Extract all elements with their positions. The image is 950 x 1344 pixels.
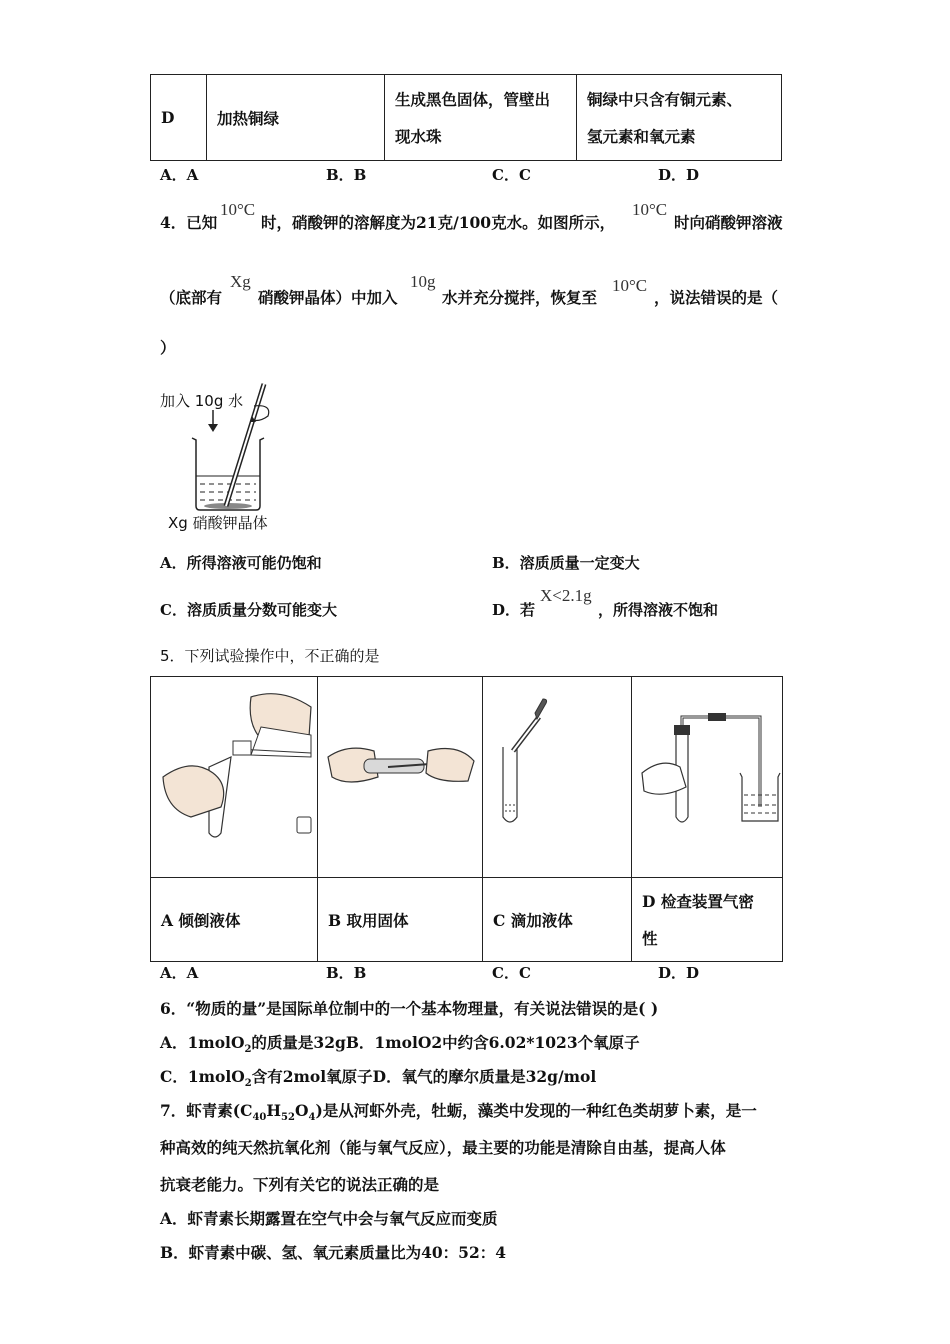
q7-o: O [294,1101,309,1120]
q6-l1-sub: 2 [244,1044,252,1056]
airtightness-check-icon [632,677,782,873]
q3-option-c[interactable]: C．C [492,166,531,184]
q3-option-a[interactable]: A．A [160,166,199,184]
q6-l2-b: 含有2mol氧原子D．氧气的摩尔质量是32g/mol [251,1067,597,1086]
q6-l1-b: 的质量是32gB．1molO2中约含6.02*1023个氧原子 [251,1033,640,1052]
q4-text-8: ） [160,338,176,357]
q4-temp-1: 10°C [220,200,256,219]
dropper-icon [483,677,631,873]
q3-row-conclusion [577,75,782,161]
q4-option-d-pre: D．若 [492,601,536,619]
q6-options-line2[interactable] [160,1065,596,1089]
q7-stem-line3: 抗衰老能力。下列有关它的说法正确的是 [160,1175,440,1194]
q3-table [150,74,782,161]
q7-sub-4: 4 [308,1112,316,1124]
q3-conclusion-line2: 氢元素和氧元素 [587,126,696,146]
q4-option-c[interactable]: C．溶质质量分数可能变大 [160,601,337,619]
q5-caption-c: C 滴加液体 [483,878,632,962]
q5-option-a[interactable]: A．A [160,964,199,982]
q5-caption-d [632,878,783,962]
pouring-liquid-icon [151,677,317,873]
q4-option-d-post: ，所得溶液不饱和 [598,601,719,619]
q4-temp-3: 10°C [612,276,648,295]
q5-caption-b: B 取用固体 [318,878,483,962]
q4-text-5: 硝酸钾晶体）中加入 [258,288,398,307]
q5-table [150,676,783,962]
q4-xg: Xg [230,272,251,291]
q7-option-b[interactable]: B．虾青素中碳、氢、氧元素质量比为40：52：4 [160,1243,507,1262]
q3-option-d[interactable]: D．D [658,166,700,184]
q5-image-b [318,677,483,878]
q4-text-3: 时向硝酸钾溶液 [674,213,783,232]
q3-row-phenomenon [385,75,577,161]
q3-phenomenon-line2: 现水珠 [395,126,442,146]
q4-stem-line1 [160,211,217,233]
q4-option-b[interactable]: B．溶质质量一定变大 [492,554,640,572]
q7-stem-line1 [160,1099,757,1123]
q4-option-d[interactable] [492,599,535,620]
q5-caption-d-line2: 性 [642,928,658,948]
q5-option-b[interactable]: B．B [326,964,367,982]
q4-figure-label-bottom: Xg 硝酸钾晶体 [168,514,268,532]
q6-l2-a: C．1molO [160,1067,245,1086]
q5-caption-d-line1: D 检查装置气密 [642,891,754,911]
q3-row-operation: 加热铜绿 [207,75,385,161]
q7-sub-40: 40 [252,1112,267,1124]
q4-temp-2: 10°C [632,200,668,219]
q6-options-line1[interactable] [160,1031,640,1055]
q5-caption-a: A 倾倒液体 [151,878,318,962]
q4-number: 4． [160,213,187,232]
q5-image-c [483,677,632,878]
q6-l2-sub: 2 [244,1078,252,1090]
q4-figure-label-top: 加入 10g 水 [160,392,244,410]
q3-conclusion-line1: 铜绿中只含有铜元素、 [587,89,743,109]
q7-l1-a: 7．虾青素(C [160,1101,253,1120]
q5-image-a [151,677,318,878]
q3-row-letter: D [151,75,207,161]
q4-option-d-cond: X<2.1g [540,586,592,605]
q3-option-b[interactable]: B．B [326,166,367,184]
q5-image-d [632,677,783,878]
q4-text-4: （底部有 [160,288,223,307]
q4-text-7: ，说法错误的是（ [654,288,779,307]
q6-stem: 6．“物质的量”是国际单位制中的一个基本物理量，有关说法错误的是( ) [160,999,659,1018]
q7-stem-line2: 种高效的纯天然抗氧化剂（能与氧气反应），最主要的功能是清除自由基，提高人体 [160,1138,726,1157]
q4-water: 10g [410,272,436,291]
q4-text-1: 已知 [186,213,218,232]
q4-text-2: 时，硝酸钾的溶解度为21克/100克水。如图所示， [261,213,616,232]
q7-option-a[interactable]: A．虾青素长期露置在空气中会与氧气反应而变质 [160,1209,498,1228]
q4-text-6: 水并充分搅拌，恢复至 [442,288,598,307]
q7-sub-52: 52 [281,1112,295,1124]
q3-phenomenon-line1: 生成黑色固体，管壁出 [395,89,551,109]
taking-solid-icon [318,677,482,873]
q6-l1-a: A．1molO [160,1033,245,1052]
q5-option-c[interactable]: C．C [492,964,531,982]
q5-option-d[interactable]: D．D [658,964,700,982]
q5-title: 5．下列试验操作中，不正确的是 [160,647,380,665]
q4-option-a[interactable]: A．所得溶液可能仍饱和 [160,554,322,572]
q7-h: H [266,1101,282,1120]
q7-l1-b: )是从河虾外壳，牡蛎，藻类中发现的一种红色类胡萝卜素，是一 [315,1101,757,1120]
q4-beaker-figure [156,382,296,534]
